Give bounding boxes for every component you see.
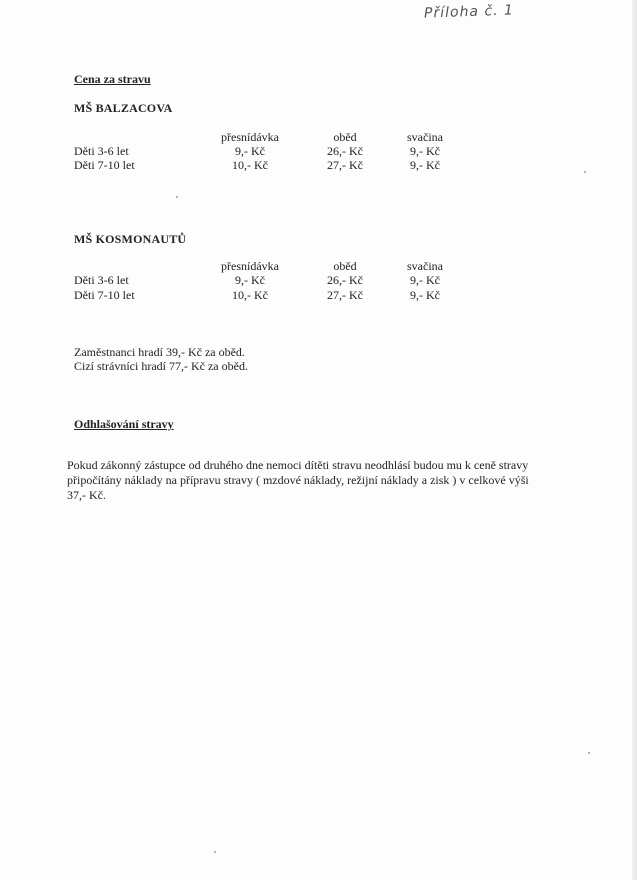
school1-cell: 9,- Kč <box>410 158 440 172</box>
school2-name: MŠ KOSMONAUTŮ <box>74 232 187 246</box>
school1-row-label: Děti 7-10 let <box>74 158 135 172</box>
scan-edge-shadow <box>632 0 637 880</box>
school1-col-header: přesnídávka <box>221 130 279 144</box>
cancel-heading: Odhlašování stravy <box>74 417 174 431</box>
school1-cell: 27,- Kč <box>327 158 363 172</box>
school2-cell: 10,- Kč <box>232 288 268 302</box>
scan-speck <box>214 851 216 853</box>
scan-speck <box>584 171 586 173</box>
scan-speck <box>176 196 178 198</box>
school1-cell: 9,- Kč <box>235 144 265 158</box>
cancel-paragraph: Pokud zákonný zástupce od druhého dne nemoci dítěti stravu neodhlásí budou mu k ceně stravy připočítány náklady na přípravu stravy ( mzdové náklady, režijní náklady a zisk ) v celkové výši 37,- Kč. <box>67 458 529 502</box>
school2-col-header: oběd <box>333 259 357 273</box>
school2-cell: 26,- Kč <box>327 273 363 287</box>
school2-row-label: Děti 3-6 let <box>74 273 129 287</box>
school2-col-header: svačina <box>407 259 443 273</box>
school2-cell: 27,- Kč <box>327 288 363 302</box>
handwritten-annotation: Příloha č. 1 <box>423 2 515 22</box>
school2-cell: 9,- Kč <box>235 273 265 287</box>
school1-cell: 9,- Kč <box>410 144 440 158</box>
external-note: Cizí strávníci hradí 77,- Kč za oběd. <box>74 359 248 373</box>
school1-row-label: Děti 3-6 let <box>74 144 129 158</box>
scan-speck <box>588 752 590 754</box>
school2-row-label: Děti 7-10 let <box>74 288 135 302</box>
school1-col-header: oběd <box>333 130 357 144</box>
school2-col-header: přesnídávka <box>221 259 279 273</box>
school2-cell: 9,- Kč <box>410 273 440 287</box>
staff-note: Zaměstnanci hradí 39,- Kč za oběd. <box>74 345 245 359</box>
school1-cell: 26,- Kč <box>327 144 363 158</box>
school1-name: MŠ BALZACOVA <box>74 101 173 115</box>
school1-col-header: svačina <box>407 130 443 144</box>
price-heading: Cena za stravu <box>74 72 151 86</box>
school1-cell: 10,- Kč <box>232 158 268 172</box>
school2-cell: 9,- Kč <box>410 288 440 302</box>
